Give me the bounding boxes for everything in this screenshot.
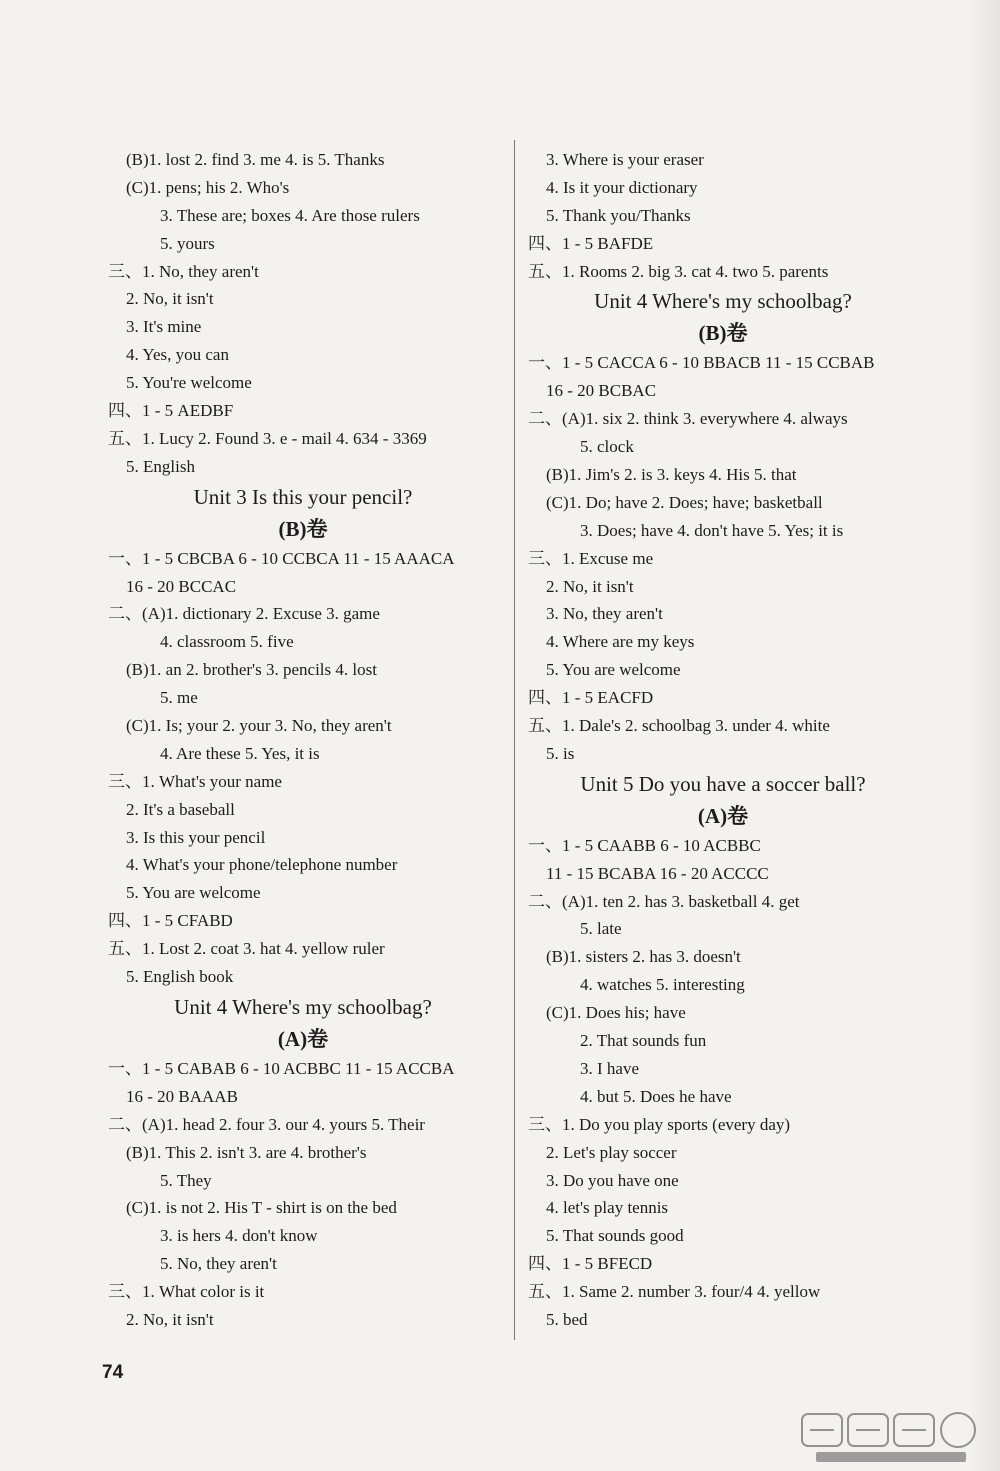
- answer-line: 4. classroom 5. five: [160, 632, 294, 652]
- column-divider: [514, 140, 515, 1340]
- page-number: 74: [102, 1362, 124, 1383]
- answer-line: 3. Where is your eraser: [546, 150, 704, 169]
- section-label: (A)卷: [277, 1026, 329, 1051]
- answer-line: 5. You are welcome: [546, 660, 681, 680]
- answer-line: 16 - 20 BCCAC: [126, 576, 237, 596]
- answer-line: 16 - 20 BCBAC: [546, 381, 657, 401]
- unit-heading: Unit 3 Is this your pencil?: [193, 484, 413, 509]
- answer-line: 三、1. What's your name: [108, 771, 282, 791]
- answer-line: 五、1. Lost 2. coat 3. hat 4. yellow ruler: [108, 939, 385, 959]
- answer-line: 3. Does; have 4. don't have 5. Yes; it is: [580, 520, 844, 540]
- right-column: [528, 146, 918, 1334]
- answer-line: 4. watches 5. interesting: [580, 975, 745, 995]
- unit-heading: Unit 5 Do you have a soccer ball?: [580, 771, 866, 796]
- unit-heading: Unit 4 Where's my schoolbag?: [594, 289, 852, 314]
- answer-line: 5. Thank you/Thanks: [546, 205, 691, 225]
- answer-line: 2. It's a baseball: [126, 799, 235, 819]
- answer-line: 四、1 - 5 BFECD: [528, 1254, 653, 1274]
- answer-line: 3. It's mine: [126, 317, 202, 337]
- answer-line: 4. Yes, you can: [126, 345, 229, 365]
- answer-line: (C)1. pens; his 2. Who's: [126, 177, 290, 197]
- answer-line: 一、1 - 5 CACCA 6 - 10 BBACB 11 - 15 CCBAB: [528, 353, 875, 373]
- answer-line: 一、1 - 5 CBCBA 6 - 10 CCBCA 11 - 15 AAACA: [108, 548, 455, 568]
- answer-line: 3. Is this your pencil: [126, 827, 266, 847]
- answer-line: 三、1. Excuse me: [528, 548, 654, 568]
- answer-line: (C)1. Do; have 2. Does; have; basketball: [546, 492, 823, 512]
- answer-line: 11 - 15 BCABA 16 - 20 ACCCC: [546, 863, 769, 883]
- answer-line: 五、1. Lucy 2. Found 3. e - mail 4. 634 - 3369: [108, 428, 427, 448]
- answer-line: 4. but 5. Does he have: [580, 1086, 732, 1106]
- answer-line: 一、1 - 5 CAABB 6 - 10 ACBBC: [528, 835, 761, 855]
- answer-line: (C)1. is not 2. His T - shirt is on the bed: [126, 1198, 397, 1218]
- answer-line: 3. Do you have one: [546, 1170, 679, 1190]
- answer-line: 五、1. Dale's 2. schoolbag 3. under 4. white: [528, 716, 830, 736]
- section-label: (B)卷: [278, 516, 328, 541]
- answer-line: 3. These are; boxes 4. Are those rulers: [160, 205, 420, 225]
- answer-line: 5. clock: [580, 437, 634, 457]
- answer-line: (C)1. Is; your 2. your 3. No, they aren't: [126, 716, 392, 736]
- answer-line: 3. is hers 4. don't know: [160, 1226, 318, 1246]
- answer-line: 三、1. Do you play sports (every day): [528, 1114, 791, 1134]
- answer-line: 4. What's your phone/telephone number: [126, 855, 398, 875]
- answer-line: 5. English: [126, 456, 195, 476]
- answer-line: 2. No, it isn't: [126, 289, 214, 309]
- answer-line: (B)1. lost 2. find 3. me 4. is 5. Thanks: [126, 150, 385, 169]
- answer-line: 4. Are these 5. Yes, it is: [160, 743, 320, 763]
- page-edge-shadow: [970, 0, 1000, 1471]
- answer-line: 5. late: [580, 919, 622, 939]
- answer-line: 3. No, they aren't: [546, 604, 663, 624]
- left-column: [108, 146, 498, 1334]
- answer-line: (C)1. Does his; have: [546, 1003, 686, 1023]
- answer-line: 2. Let's play soccer: [546, 1142, 677, 1162]
- answer-line: 5. You're welcome: [126, 373, 252, 393]
- unit-heading: Unit 4 Where's my schoolbag?: [174, 994, 432, 1019]
- watermark-logo-icon: [796, 1408, 986, 1466]
- answer-line: 4. Where are my keys: [546, 632, 695, 652]
- answer-line: 二、(A)1. head 2. four 3. our 4. yours 5. Their: [108, 1114, 425, 1134]
- answer-line: 4. Is it your dictionary: [546, 177, 698, 197]
- answer-line: 2. No, it isn't: [126, 1309, 214, 1329]
- answer-line: 四、1 - 5 BAFDE: [528, 233, 654, 253]
- answer-line: 16 - 20 BAAAB: [126, 1086, 238, 1106]
- answer-line: 5. bed: [546, 1309, 588, 1329]
- answer-line: 5. That sounds good: [546, 1226, 684, 1246]
- answer-line: 5. You are welcome: [126, 883, 261, 903]
- answer-line: 一、1 - 5 CABAB 6 - 10 ACBBC 11 - 15 ACCBA: [108, 1058, 455, 1078]
- section-label: (A)卷: [697, 803, 749, 828]
- answer-line: 5. English book: [126, 967, 234, 987]
- answer-line: 2. That sounds fun: [580, 1031, 707, 1051]
- answer-line: (B)1. Jim's 2. is 3. keys 4. His 5. that: [546, 465, 797, 485]
- answer-line: 二、(A)1. dictionary 2. Excuse 3. game: [108, 604, 380, 624]
- answer-line: 二、(A)1. six 2. think 3. everywhere 4. always: [528, 409, 848, 429]
- answer-line: 四、1 - 5 EACFD: [528, 688, 654, 708]
- answer-line: 二、(A)1. ten 2. has 3. basketball 4. get: [528, 891, 800, 911]
- answer-line: 三、1. What color is it: [108, 1282, 265, 1302]
- answer-line: 四、1 - 5 CFABD: [108, 911, 233, 931]
- answer-line: (B)1. sisters 2. has 3. doesn't: [546, 947, 741, 967]
- answer-line: 三、1. No, they aren't: [108, 261, 259, 281]
- answer-line: (B)1. This 2. isn't 3. are 4. brother's: [126, 1142, 367, 1162]
- answer-line: 5. is: [546, 743, 575, 763]
- answer-line: 5. me: [160, 688, 198, 708]
- answer-line: 四、1 - 5 AEDBF: [108, 401, 234, 421]
- answer-line: 5. They: [160, 1170, 212, 1190]
- answer-line: 五、1. Rooms 2. big 3. cat 4. two 5. parents: [528, 261, 829, 281]
- answer-line: 2. No, it isn't: [546, 576, 634, 596]
- answer-line: 3. I have: [580, 1058, 640, 1078]
- answer-line: 5. yours: [160, 233, 215, 253]
- answer-line: (B)1. an 2. brother's 3. pencils 4. lost: [126, 660, 377, 680]
- answer-line: 五、1. Same 2. number 3. four/4 4. yellow: [528, 1282, 821, 1302]
- answer-line: 4. let's play tennis: [546, 1198, 669, 1218]
- answer-line: 5. No, they aren't: [160, 1254, 277, 1274]
- section-label: (B)卷: [698, 321, 748, 346]
